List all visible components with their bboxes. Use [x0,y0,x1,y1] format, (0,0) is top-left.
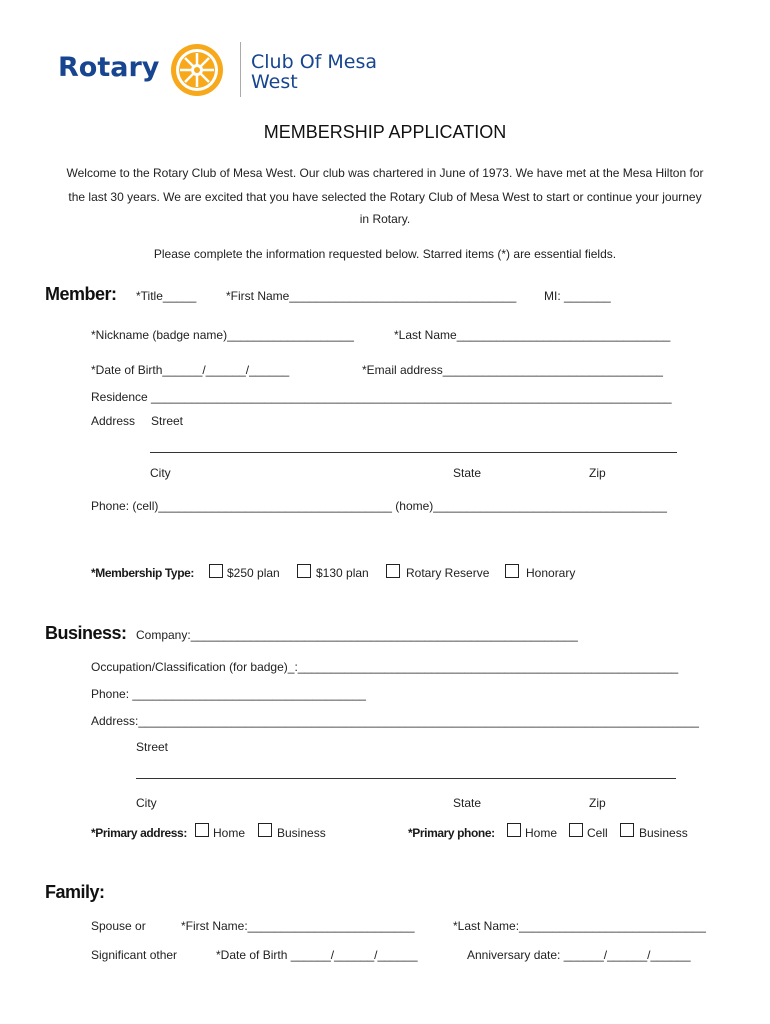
intro-line-1: Welcome to the Rotary Club of Mesa West. Our club was chartered in June of 1973. We have met at the Mesa Hilton for [66,166,704,180]
club-name-line2: West [251,71,298,93]
page-title: MEMBERSHIP APPLICATION [263,122,507,142]
first-name-field[interactable]: *First Name__________________________________ [226,289,517,303]
street-label: Street [151,414,184,428]
primary-phone-label: *Primary phone: [408,826,495,840]
company-field[interactable]: Company:__________________________________________________________ [136,628,578,642]
logo-divider [240,42,241,97]
membership-250-label: $250 plan [227,566,280,580]
rotary-wordmark: Rotary [58,52,160,83]
primary-phone-home-label: Home [525,826,558,840]
intro-line-3: in Rotary. [359,212,411,226]
spouse-last-name-field[interactable]: *Last Name:____________________________ [453,919,706,933]
membership-honorary-label: Honorary [526,566,576,580]
significant-other-label: Significant other [91,948,178,962]
nickname-field[interactable]: *Nickname (badge name)___________________ [91,328,354,342]
business-address-field[interactable]: Address:____________________________________________________________________________________ [91,714,699,728]
business-phone-field[interactable]: Phone: ___________________________________ [91,687,366,701]
spouse-dob-field[interactable]: *Date of Birth ______/______/______ [216,948,418,962]
membership-130-checkbox[interactable] [297,564,311,578]
street-line[interactable] [150,452,677,453]
primary-phone-business-checkbox[interactable] [620,823,634,837]
dob-field[interactable]: *Date of Birth______/______/______ [91,363,290,377]
residence-field[interactable]: Residence ______________________________________________________________________________ [91,390,672,404]
city-label: City [150,466,171,480]
spouse-first-name-field[interactable]: *First Name:_________________________ [181,919,415,933]
primary-address-label: *Primary address: [91,826,187,840]
primary-address-business-label: Business [277,826,326,840]
family-heading: Family: [45,882,105,902]
business-city-label: City [136,796,157,810]
zip-label: Zip [589,466,606,480]
business-street-label: Street [136,740,169,754]
membership-type-label: *Membership Type: [91,566,194,580]
business-state-label: State [453,796,482,810]
occupation-field[interactable]: Occupation/Classification (for badge)_:_________________________________________________________ [91,660,679,674]
business-zip-label: Zip [589,796,606,810]
rotary-wheel-icon [162,40,232,100]
membership-130-label: $130 plan [316,566,369,580]
membership-250-checkbox[interactable] [209,564,223,578]
last-name-field[interactable]: *Last Name________________________________ [394,328,671,342]
primary-address-home-checkbox[interactable] [195,823,209,837]
address-label: Address [91,414,136,428]
spouse-label: Spouse or [91,919,146,933]
primary-phone-cell-checkbox[interactable] [569,823,583,837]
business-heading: Business: [45,623,127,643]
club-name-line1: Club Of Mesa [251,51,377,73]
primary-phone-business-label: Business [639,826,688,840]
membership-honorary-checkbox[interactable] [505,564,519,578]
member-heading: Member: [45,284,117,304]
primary-address-home-label: Home [213,826,246,840]
mi-field[interactable]: MI: _______ [544,289,611,303]
instructions: Please complete the information requested below. Starred items (*) are essential fields. [153,247,617,261]
intro-line-2: the last 30 years. We are excited that you have selected the Rotary Club of Mesa West to start or continue your journey [68,190,702,204]
membership-reserve-checkbox[interactable] [386,564,400,578]
email-field[interactable]: *Email address_________________________________ [362,363,663,377]
title-field[interactable]: *Title_____ [136,289,197,303]
primary-phone-home-checkbox[interactable] [507,823,521,837]
primary-address-business-checkbox[interactable] [258,823,272,837]
phone-field[interactable]: Phone: (cell)___________________________________ (home)___________________________________ [91,499,667,513]
business-street-line[interactable] [136,778,676,779]
membership-reserve-label: Rotary Reserve [406,566,490,580]
state-label: State [453,466,482,480]
primary-phone-cell-label: Cell [587,826,608,840]
anniversary-field[interactable]: Anniversary date: ______/______/______ [467,948,691,962]
